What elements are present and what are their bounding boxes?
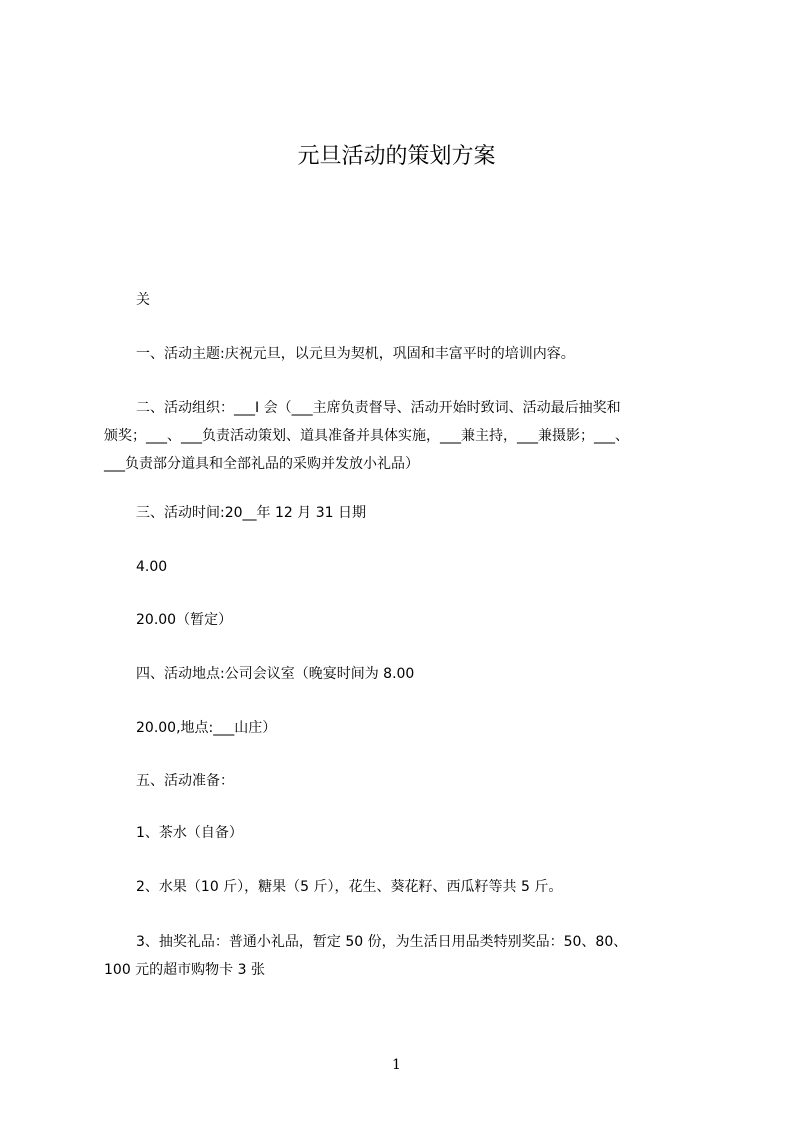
paragraph-line: 颁奖；___、___负责活动策划、道具准备并具体实施，___兼主持，___兼摄影；___、 [104,428,629,444]
paragraph-dinner-location [104,714,698,742]
paragraph-tea [104,819,698,847]
paragraph-start-time [104,553,698,581]
paragraph-location [104,660,698,688]
paragraph-text: 20.00,地点:___山庄） [136,720,277,736]
paragraph-organization [104,394,698,478]
paragraph-guan [104,286,698,314]
paragraph-line: ___负责部分道具和全部礼品的采购并发放小礼品） [104,456,419,472]
paragraph-text: 4.00 [136,559,168,575]
document-title: 元旦活动的策划方案 [297,144,496,169]
paragraph-time [104,499,698,527]
paragraph-text: 一、活动主题:庆祝元旦，以元旦为契机，巩固和丰富平时的培训内容。 [136,346,575,362]
paragraph-snacks [104,873,698,901]
paragraph-theme [104,340,698,368]
paragraph-text: 1、茶水（自备） [136,825,243,841]
paragraph-prizes [104,928,698,984]
page-number: 1 [392,1057,401,1073]
paragraph-end-time [104,606,698,634]
paragraph-text: 20.00（暂定） [136,612,233,628]
paragraph-line: 3、抽奖礼品：普通小礼品，暂定 50 份，为生活日用品类特别奖品：50、80、 [136,934,628,950]
paragraph-text: 五、活动准备： [136,773,234,789]
paragraph-text: 三、活动时间:20__年 12 月 31 日期 [136,505,366,521]
paragraph-line: 100 元的超市购物卡 3 张 [104,962,265,978]
paragraph-text: 关 [136,292,150,308]
paragraph-text: 四、活动地点:公司会议室（晚宴时间为 8.00 [136,666,415,682]
paragraph-text: 2、水果（10 斤），糖果（5 斤），花生、葵花籽、西瓜籽等共 5 斤。 [136,879,563,895]
paragraph-line: 二、活动组织：___I 会（___主席负责督导、活动开始时致词、活动最后抽奖和 [136,400,621,416]
paragraph-preparation [104,767,698,795]
